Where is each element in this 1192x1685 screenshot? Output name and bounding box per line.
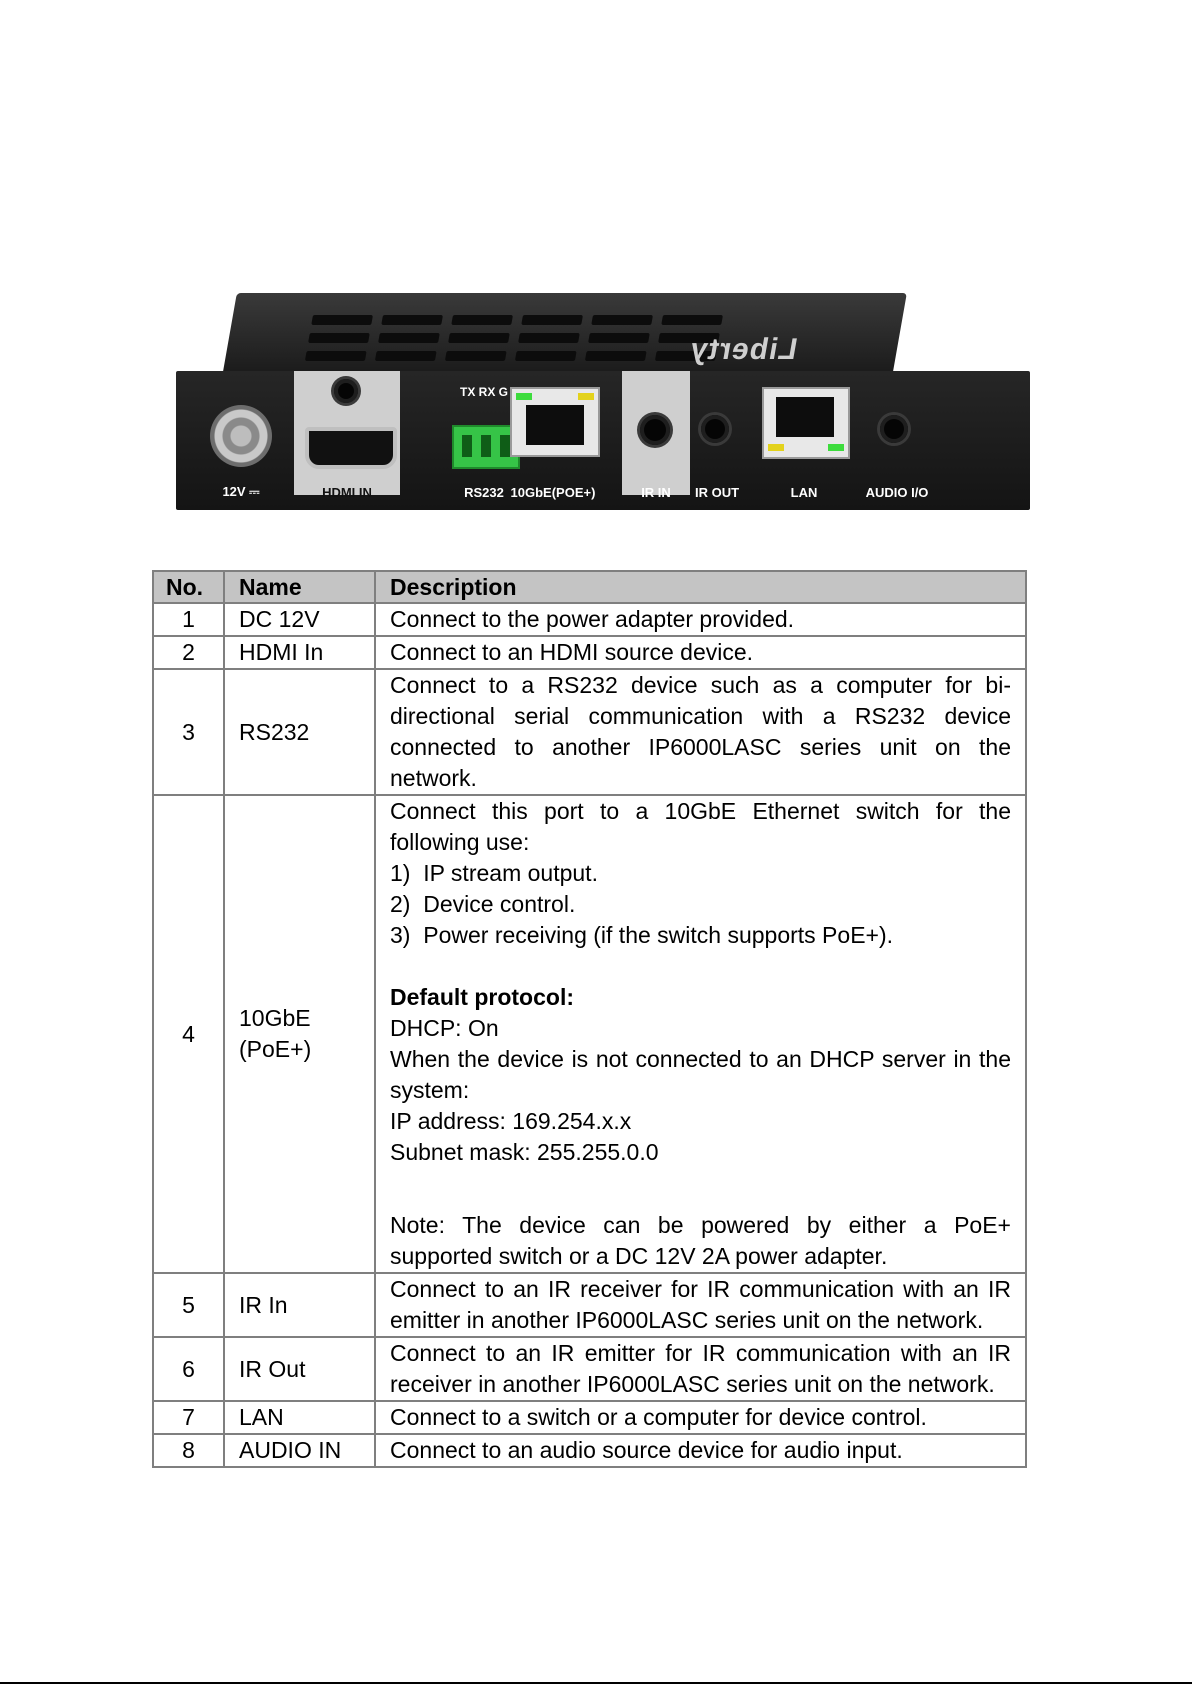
row-no: 1 (153, 603, 224, 636)
status-led-yellow (768, 444, 784, 451)
spacer (390, 1168, 1011, 1210)
note-line: Note: The device can be powered by either a PoE+ supported switch or a DC 12V 2A power adapter. (390, 1212, 1011, 1269)
rj45-socket (526, 405, 584, 445)
row-name: LAN (224, 1401, 375, 1434)
vent-slot (308, 333, 370, 343)
row-name-line: (PoE+) (239, 1036, 312, 1062)
row-no: 4 (153, 795, 224, 1273)
row-name: AUDIO IN (224, 1434, 375, 1467)
vent-slot (518, 333, 580, 343)
default-protocol-heading: Default protocol: (390, 984, 574, 1010)
row-description: Connect to an audio source device for audio input. (375, 1434, 1026, 1467)
table-row (153, 669, 1026, 795)
table-row (153, 1401, 1026, 1434)
terminal-pin (462, 435, 472, 457)
subnet-mask-line: Subnet mask: 255.255.0.0 (390, 1139, 659, 1165)
dc-power-jack (210, 405, 272, 467)
dc-port-label: 12V ⎓ (222, 484, 260, 499)
table-row (153, 1434, 1026, 1467)
row-no: 3 (153, 669, 224, 795)
hdmi-port (305, 427, 397, 469)
vent-slot (381, 315, 443, 325)
ir-out-label: IR OUT (694, 485, 740, 500)
row-name: DC 12V (224, 603, 375, 636)
row-name: HDMI In (224, 636, 375, 669)
row-description: Connect to an IR emitter for IR communication with an IR receiver in another IP6000LASC series unit on the network. (375, 1337, 1026, 1401)
table-row (153, 795, 1026, 1273)
row-no: 6 (153, 1337, 224, 1401)
list-item: 1) IP stream output. (390, 860, 598, 886)
vent-slot (378, 333, 440, 343)
row-name: IR Out (224, 1337, 375, 1401)
vent-slot (661, 315, 723, 325)
row-description: Connect to a switch or a computer for device control. (375, 1401, 1026, 1434)
desc-intro: Connect this port to a 10GbE Ethernet switch for the following use: (390, 798, 1011, 855)
terminal-pin (481, 435, 491, 457)
table-header-row (153, 571, 1026, 603)
footer-rule (0, 1682, 1192, 1684)
terminal-pin (500, 435, 510, 457)
header-description: Description (375, 571, 1026, 603)
status-led-green (828, 444, 844, 451)
row-no: 5 (153, 1273, 224, 1337)
ir-in-label: IR IN (641, 485, 671, 500)
rs232-label: RS232 (464, 485, 504, 500)
vent-slot (375, 351, 437, 361)
table-row (153, 603, 1026, 636)
device-rear-panel-image (176, 293, 1030, 510)
lan-port (762, 387, 850, 459)
lan-label: LAN (790, 485, 818, 500)
vent-slot (588, 333, 650, 343)
status-led-green (516, 393, 532, 400)
table-row (153, 1337, 1026, 1401)
port-description-table (152, 570, 1027, 1468)
table-row (153, 636, 1026, 669)
row-description (375, 795, 1026, 1273)
row-name (224, 795, 375, 1273)
vent-slot (305, 351, 367, 361)
row-name: IR In (224, 1273, 375, 1337)
row-name: RS232 (224, 669, 375, 795)
ir-in-jack (640, 415, 670, 445)
audio-io-label: AUDIO I/O (865, 485, 929, 500)
vent-slot (591, 315, 653, 325)
header-no: No. (153, 571, 224, 603)
spacer (390, 951, 1011, 982)
list-item: 3) Power receiving (if the switch supports PoE+). (390, 922, 894, 948)
row-description: Connect to an IR receiver for IR communication with an IR emitter in another IP6000LASC series unit on the network. (375, 1273, 1026, 1337)
vent-slot (521, 315, 583, 325)
rs232-pin-label: TX RX G (459, 385, 508, 399)
hdmi-in-label: HDMI IN (322, 485, 372, 500)
device-top-face (223, 293, 907, 371)
fallback-line: When the device is not connected to an DHCP server in the system: (390, 1046, 1011, 1103)
vent-slot (515, 351, 577, 361)
rj45-socket (776, 397, 834, 437)
row-no: 8 (153, 1434, 224, 1467)
row-description: Connect to a RS232 device such as a computer for bi-directional serial communication with a RS232 device connected to another IP6000LASC series unit on the network. (375, 669, 1026, 795)
vent-slot (448, 333, 510, 343)
row-description: Connect to an HDMI source device. (375, 636, 1026, 669)
vent-slot (585, 351, 647, 361)
row-no: 7 (153, 1401, 224, 1434)
list-item: 2) Device control. (390, 891, 576, 917)
10gbe-port (510, 387, 600, 457)
row-description: Connect to the power adapter provided. (375, 603, 1026, 636)
10gbe-label: 10GbE(POE+) (510, 485, 596, 500)
status-led-yellow (578, 393, 594, 400)
vent-slot (451, 315, 513, 325)
ip-address-line: IP address: 169.254.x.x (390, 1108, 632, 1134)
table-row (153, 1273, 1026, 1337)
ir-out-jack (701, 415, 729, 443)
header-name: Name (224, 571, 375, 603)
audio-io-jack (880, 415, 908, 443)
audio-jack-icon (334, 379, 358, 403)
row-no: 2 (153, 636, 224, 669)
device-front-face (176, 371, 1030, 510)
dhcp-line: DHCP: On (390, 1015, 499, 1041)
brand-logo: Liberty (686, 333, 800, 366)
vent-slot (311, 315, 373, 325)
vent-slot (445, 351, 507, 361)
use-list (390, 858, 1011, 951)
row-name-line: 10GbE (239, 1005, 311, 1031)
